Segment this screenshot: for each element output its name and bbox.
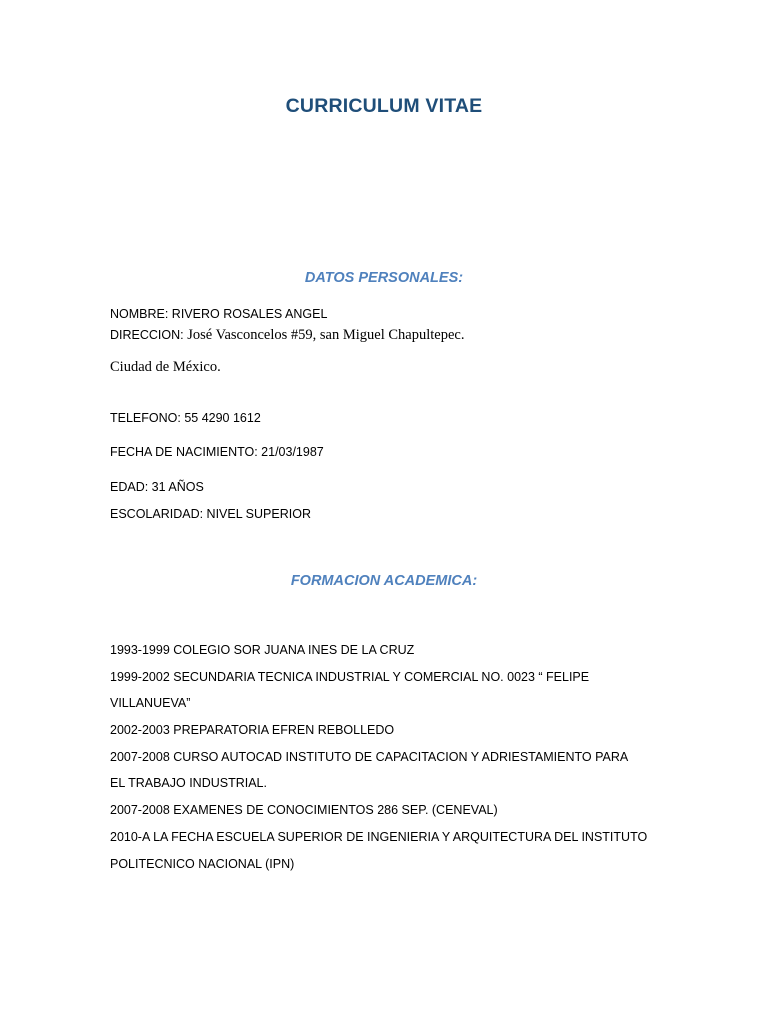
phone-line: TELEFONO: 55 4290 1612 xyxy=(110,411,261,425)
name-line: NOMBRE: RIVERO ROSALES ANGEL xyxy=(110,307,328,321)
education-line: 2007-2008 CURSO AUTOCAD INSTITUTO DE CAPACITACION Y ADRIESTAMIENTO PARA xyxy=(110,750,629,764)
education-line: POLITECNICO NACIONAL (IPN) xyxy=(110,857,295,871)
address-line xyxy=(110,327,464,344)
address-value: José Vasconcelos #59, san Miguel Chapultepec. xyxy=(183,327,465,343)
education-line: VILLANUEVA” xyxy=(110,696,191,710)
schooling-line: ESCOLARIDAD: NIVEL SUPERIOR xyxy=(110,507,311,521)
education-line: 2010-A LA FECHA ESCUELA SUPERIOR DE INGENIERIA Y ARQUITECTURA DEL INSTITUTO xyxy=(110,830,648,844)
education-line: 1999-2002 SECUNDARIA TECNICA INDUSTRIAL Y COMERCIAL NO. 0023 “ FELIPE xyxy=(110,670,590,684)
education-line: 2007-2008 EXAMENES DE CONOCIMIENTOS 286 SEP. (CENEVAL) xyxy=(110,803,498,817)
city-line: Ciudad de México. xyxy=(110,359,221,375)
education-line: EL TRABAJO INDUSTRIAL. xyxy=(110,776,267,790)
education-heading: FORMACION ACADEMICA: xyxy=(290,573,478,589)
age-line: EDAD: 31 AÑOS xyxy=(110,480,204,494)
document-title: CURRICULUM VITAE xyxy=(285,95,483,117)
education-line: 1993-1999 COLEGIO SOR JUANA INES DE LA CRUZ xyxy=(110,643,415,657)
education-line: 2002-2003 PREPARATORIA EFREN REBOLLEDO xyxy=(110,723,395,737)
address-label: DIRECCION: xyxy=(110,328,184,342)
birth-date-line: FECHA DE NACIMIENTO: 21/03/1987 xyxy=(110,445,324,459)
personal-data-heading: DATOS PERSONALES: xyxy=(304,270,464,286)
